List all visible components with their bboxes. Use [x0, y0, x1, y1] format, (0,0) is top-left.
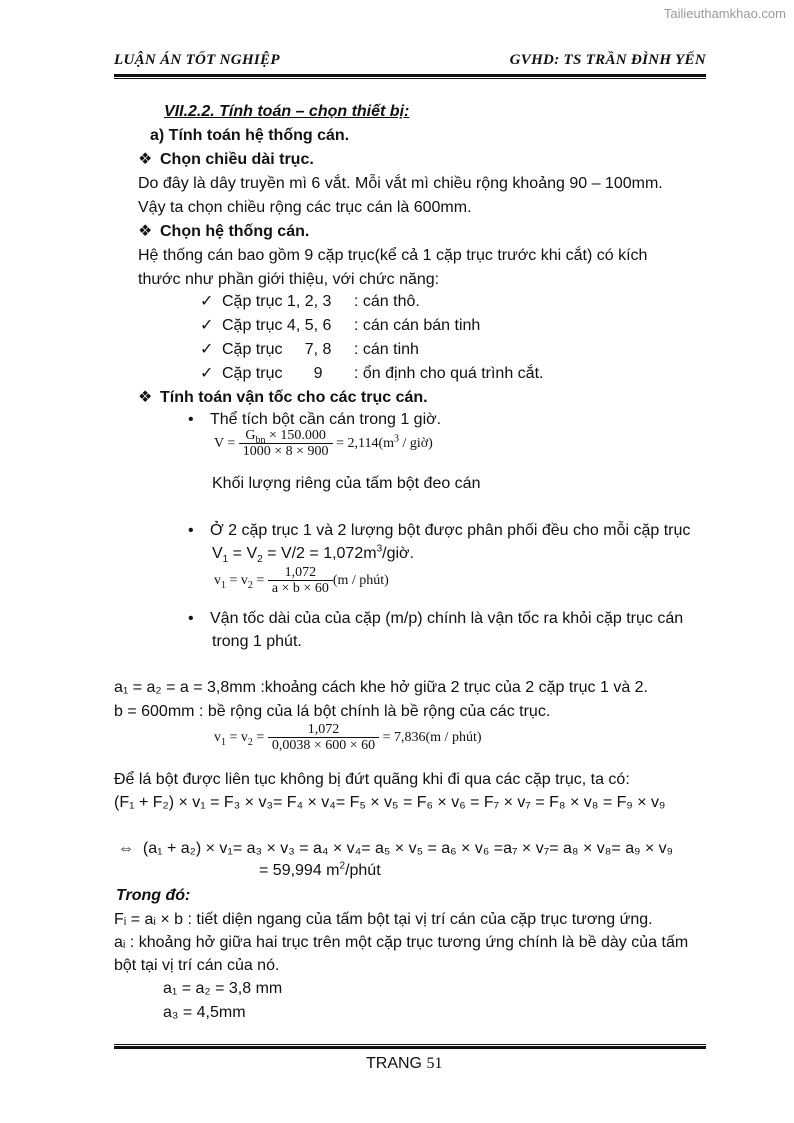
value-a1-a2: a₁ = a₂ = 3,8 mm	[163, 980, 283, 997]
check-icon: ✓	[200, 293, 214, 310]
where-fi: Fᵢ = aᵢ × b : tiết diện ngang của tấm bột tại vị trí cán của cặp trục tương ứng.	[114, 911, 653, 928]
volume-split: $V_1 = V_2 = V/2$ = $1,072m^3$/giờ.	[212, 543, 414, 566]
page-number: TRANG 51	[366, 1055, 443, 1072]
bullet-1: • Thể tích bột cần cán trong 1 giờ.	[188, 411, 442, 428]
section-title: VII.2.2. Tính toán – chọn thiết bị:	[164, 103, 410, 120]
list-item-func: : cán thô.	[354, 293, 420, 310]
speed-heading: ❖ Tính toán vận tốc cho các trục cán.	[138, 389, 428, 406]
shaft-line-1: Do đây là dây truyền mì 6 vắt. Mỗi vắt mì chiều rộng khoảng 90 – 100mm.	[138, 175, 663, 192]
system-line-1: Hệ thống cán bao gồm 9 cặp trục(kể cả 1 cặp trục trước khi cắt) có kích	[138, 247, 648, 264]
list-item: ✓ Cặp trục 9	[200, 365, 323, 382]
list-item-func: : cán tinh	[354, 341, 419, 358]
formula-speed: $v_1 = v_2$ = $\frac{1,072}{a \times b \times 60}$ (m / phút)	[214, 565, 389, 596]
list-item: ✓ Cặp trục 4, 5, 6	[200, 317, 332, 334]
where-ai-1: aᵢ : khoảng hở giữa hai trục trên một cặp trục tương ứng chính là bề dày của tấm	[114, 934, 689, 951]
value-a3: a₃ = 4,5mm	[163, 1004, 246, 1021]
continuity-eq-1: (F₁ + F₂) × v₁ = F₃ × v₃= F₄ × v₄= F₅ × v₅ = F₆ × v₆ = F₇ × v₇ = F₈ × v₈ = F₉ × v₉	[114, 794, 666, 811]
formula-volume: V = $\frac{G_{bn} \times 150.000}{1000 \times 8 \times 900}$ = $2,114(m^3$ / giờ)	[214, 428, 433, 459]
continuity-intro: Để lá bột được liên tục không bị đứt quãng khi đi qua các cặp trục, ta có:	[114, 771, 630, 788]
density-note: Khối lượng riêng của tấm bột đeo cán	[212, 475, 481, 492]
continuity-eq-2: ⇔ (a₁ + a₂) × v₁= a₃ × v₃ = a₄ × v₄= a₅ × v₅ = a₆ × v₆ =a₇ × v₇= a₈ × v₈= a₉ × v₉	[118, 840, 674, 857]
system-heading: ❖ Chọn hệ thống cán.	[138, 223, 310, 240]
bullet-icon: •	[188, 610, 194, 627]
list-item-func: : cán cán bán tinh	[354, 317, 481, 334]
bullet-2: • Ở 2 cặp trục 1 và 2 lượng bột được phân phối đều cho mỗi cặp trục	[188, 522, 691, 539]
subsection-a: a) Tính toán hệ thống cán.	[150, 127, 350, 144]
list-item: ✓ Cặp trục 7, 8	[200, 341, 332, 358]
continuity-eq-3: = 59,994 $m^2$/phút	[259, 860, 381, 879]
bullet-3: • Vận tốc dài của của cặp (m/p) chính là vận tốc ra khỏi cặp trục cán	[188, 610, 684, 627]
header-right: GVHD: TS TRẦN ĐÌNH YẾN	[509, 52, 706, 68]
formula-speed-value: $v_1 = v_2$ = $\frac{1,072}{0,0038 \times 600 \times 60}$ = 7,836(m / phút)	[214, 722, 482, 753]
watermark: Tailieuthamkhao.com	[663, 6, 786, 21]
list-item: ✓ Cặp trục 1, 2, 3	[200, 293, 332, 310]
diamond-bullet-icon: ❖	[138, 151, 153, 168]
check-icon: ✓	[200, 341, 214, 358]
check-icon: ✓	[200, 365, 214, 382]
system-line-2: thước như phần giới thiệu, với chức năng:	[138, 271, 440, 288]
header-left: LUẬN ÁN TỐT NGHIỆP	[114, 52, 280, 68]
where-ai-2: bột tại vị trí cán của nó.	[114, 957, 280, 974]
shaft-heading: ❖ Chọn chiều dài trục.	[138, 151, 314, 168]
shaft-line-2: Vậy ta chọn chiều rộng các trục cán là 600mm.	[138, 199, 472, 216]
bullet-3-cont: trong 1 phút.	[212, 633, 302, 650]
bullet-icon: •	[188, 411, 194, 428]
footer-rule	[114, 1044, 706, 1049]
where-title: Trong đó:	[116, 887, 191, 904]
bullet-icon: •	[188, 522, 194, 539]
check-icon: ✓	[200, 317, 214, 334]
param-b: b = 600mm : bề rộng của lá bột chính là bề rộng của các trục.	[114, 703, 551, 720]
list-item-func: : ổn định cho quá trình cắt.	[354, 365, 544, 382]
equivalence-arrow-icon: ⇔	[118, 840, 134, 857]
header-rule	[114, 74, 706, 79]
diamond-bullet-icon: ❖	[138, 223, 153, 240]
param-a: a₁ = a₂ = a = 3,8mm :khoảng cách khe hở giữa 2 trục của 2 cặp trục 1 và 2.	[114, 679, 648, 696]
diamond-bullet-icon: ❖	[138, 389, 153, 406]
